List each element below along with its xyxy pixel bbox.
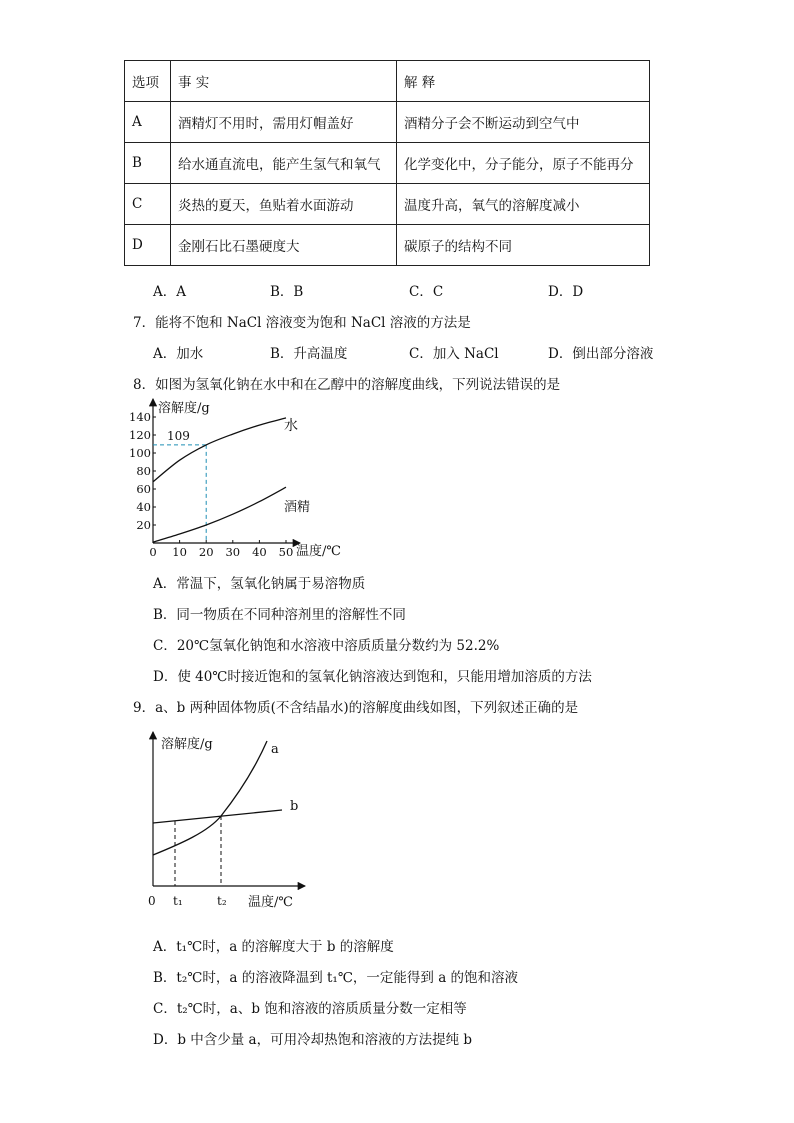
q9-stem: 9．a、b 两种固体物质(不含结晶水)的溶解度曲线如图，下列叙述正确的是 xyxy=(133,700,579,716)
y-tick-label: 60 xyxy=(136,482,151,496)
x-tick-label-t2: t₂ xyxy=(217,894,227,908)
q6-option-d: D．D xyxy=(548,284,584,300)
q6-option-a: A．A xyxy=(153,284,186,300)
alcohol-curve xyxy=(153,487,286,542)
x-tick-label: 50 xyxy=(278,545,294,559)
water-curve xyxy=(153,418,286,482)
x-axis-label: 温度/℃ xyxy=(296,544,341,559)
y-tick-label: 140 xyxy=(129,410,151,424)
q8-option-a: A．常温下，氢氧化钠属于易溶物质 xyxy=(153,576,366,592)
q7-option-d: D．倒出部分溶液 xyxy=(548,346,654,362)
q8-option-c: C．20℃氢氧化钠饱和水溶液中溶质质量分数约为 52.2% xyxy=(153,638,500,654)
x-tick-label: 40 xyxy=(252,545,267,559)
q7-option-a: A．加水 xyxy=(153,346,204,362)
q6-option-b: B．B xyxy=(270,284,304,300)
table-cell: 化学变化中，分子能分，原子不能再分 xyxy=(397,143,650,184)
table-cell: 炎热的夏天，鱼贴着水面游动 xyxy=(171,184,397,225)
facts-table xyxy=(124,60,650,266)
q7-option-b: B．升高温度 xyxy=(270,346,348,362)
q8-option-b: B．同一物质在不同种溶剂里的溶解性不同 xyxy=(153,607,406,623)
x-tick-label: 30 xyxy=(225,545,241,559)
q8-stem: 8．如图为氢氧化钠在水中和在乙醇中的溶解度曲线，下列说法错误的是 xyxy=(133,377,561,393)
q7-option-c: C．加入 NaCl xyxy=(409,346,499,362)
table-cell: D xyxy=(125,225,171,266)
x-tick-label: 10 xyxy=(172,545,187,559)
y-tick-label: 20 xyxy=(136,518,151,532)
table-row xyxy=(125,225,650,266)
table-row xyxy=(125,143,650,184)
x-tick-label: 0 xyxy=(149,545,157,559)
table-cell: 酒精分子会不断运动到空气中 xyxy=(397,102,650,143)
table-cell: 酒精灯不用时，需用灯帽盖好 xyxy=(171,102,397,143)
y-tick-label: 120 xyxy=(129,428,151,442)
q8-solubility-chart xyxy=(120,393,360,565)
table-cell: 碳原子的结构不同 xyxy=(397,225,650,266)
q9-option-c: C．t₂℃时，a、b 饱和溶液的溶质质量分数一定相等 xyxy=(153,1001,467,1017)
water-series-label: 水 xyxy=(284,417,298,434)
q7-stem: 7．能将不饱和 NaCl 溶液变为饱和 NaCl 溶液的方法是 xyxy=(133,315,471,331)
alcohol-series-label: 酒精 xyxy=(284,500,311,516)
table-header-row xyxy=(125,61,650,102)
y-axis-label: 溶解度/g xyxy=(161,737,213,752)
x-axis-label: 温度/℃ xyxy=(248,895,293,910)
table-row xyxy=(125,184,650,225)
table-cell: C xyxy=(125,184,171,225)
table-header-cell: 事 实 xyxy=(171,61,397,102)
table-cell: B xyxy=(125,143,171,184)
q9-solubility-chart xyxy=(140,726,320,912)
curve-b-label: b xyxy=(290,799,299,814)
curve-b xyxy=(153,810,282,823)
q9-option-b: B．t₂℃时，a 的溶液降温到 t₁℃，一定能得到 a 的饱和溶液 xyxy=(153,970,519,986)
value-annotation: 109 xyxy=(167,428,190,443)
table-cell: 温度升高，氧气的溶解度减小 xyxy=(397,184,650,225)
table-cell: 给水通直流电，能产生氢气和氧气 xyxy=(171,143,397,184)
y-axis-label: 溶解度/g xyxy=(158,401,210,416)
curve-a xyxy=(153,741,267,855)
table-cell: 金刚石比石墨硬度大 xyxy=(171,225,397,266)
y-tick-label: 80 xyxy=(136,464,151,478)
q8-option-d: D．使 40℃时接近饱和的氢氧化钠溶液达到饱和，只能用增加溶质的方法 xyxy=(153,669,592,685)
table-row xyxy=(125,102,650,143)
x-tick-label-t1: t₁ xyxy=(173,894,183,908)
y-tick-label: 40 xyxy=(136,500,151,514)
x-tick-label: 20 xyxy=(198,545,214,559)
q9-option-a: A．t₁℃时，a 的溶解度大于 b 的溶解度 xyxy=(153,939,394,955)
table-cell: A xyxy=(125,102,171,143)
q6-option-c: C．C xyxy=(409,284,444,300)
origin-label: 0 xyxy=(148,894,156,908)
table-header-cell: 选项 xyxy=(125,61,171,102)
table-header-cell: 解 释 xyxy=(397,61,650,102)
y-tick-label: 100 xyxy=(129,446,151,460)
curve-a-label: a xyxy=(271,742,279,757)
q9-option-d: D．b 中含少量 a，可用冷却热饱和溶液的方法提纯 b xyxy=(153,1032,473,1048)
